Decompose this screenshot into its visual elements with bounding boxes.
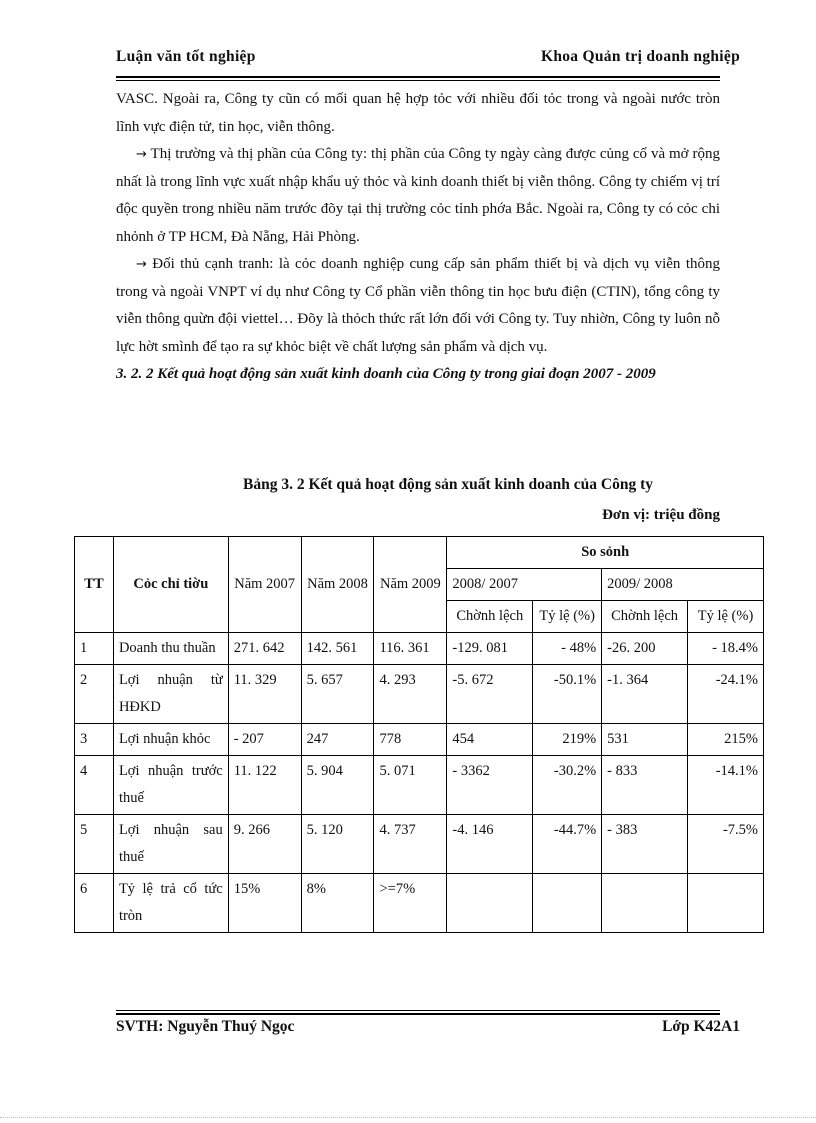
- table-cell-tt: 3: [75, 724, 114, 756]
- footer-rule: [116, 1010, 720, 1015]
- paragraph-1: VASC. Ngoài ra, Công ty cũn có mối quan hệ hợp tỏc với nhiều đối tỏc trong và ngoài nước tròn lĩnh vực điện tử, tin học, viễn thông.: [116, 91, 720, 135]
- table-cell-r1: 219%: [533, 724, 602, 756]
- unit-label: Đơn vị: triệu đồng: [602, 507, 720, 523]
- table-cell-r1: - 48%: [533, 633, 602, 665]
- header-diff-2: Chờnh lệch: [602, 601, 688, 633]
- table-cell-y2009: 5. 071: [374, 756, 447, 815]
- table-cell-y2008: 8%: [301, 874, 374, 933]
- table-cell-tt: 1: [75, 633, 114, 665]
- table-row: [75, 724, 764, 756]
- table-cell-tt: 5: [75, 815, 114, 874]
- header-year-2007: Năm 2007: [228, 537, 301, 633]
- table-cell-d2: [602, 874, 688, 933]
- table-cell-y2009: >=7%: [374, 874, 447, 933]
- table-cell-y2008: 5. 904: [301, 756, 374, 815]
- footer-student: SVTH: Nguyễn Thuý Ngọc: [116, 1018, 295, 1035]
- table-cell-y2007: - 207: [228, 724, 301, 756]
- header-compare: So sỏnh: [447, 537, 764, 569]
- table-cell-r2: -14.1%: [688, 756, 764, 815]
- section-heading: 3. 2. 2 Kết quả hoạt động sản xuất kinh doanh của Công ty trong giai đoạn 2007 - 2009: [116, 366, 656, 382]
- table-cell-y2008: 5. 120: [301, 815, 374, 874]
- table-cell-label: Lợi nhuận sau thuế: [113, 815, 228, 874]
- table-cell-tt: 2: [75, 665, 114, 724]
- header-faculty-label: Khoa Quản trị doanh nghiệp: [540, 48, 740, 65]
- table-cell-r1: -50.1%: [533, 665, 602, 724]
- header-rule: [116, 76, 720, 81]
- table-cell-d1: -4. 146: [447, 815, 533, 874]
- paragraph-2-text: Thị trường và thị phần của Công ty: thị phần của Công ty ngày càng được củng cố và mở rộng nhất là trong lĩnh vực xuất nhập khẩu uỷ thỏc và kinh doanh thiết bị viễn thông. Công ty chiếm vị trí độc quyền trong nhiều năm trước đõy tại thị trường cỏc tỉnh phớa Bắc. Ngoài ra, Công ty có cỏc chi nhỏnh ở TP HCM, Đà Nẵng, Hải Phòng.: [116, 146, 720, 245]
- footer-class: Lớp K42A1: [662, 1018, 740, 1035]
- table-row: [75, 756, 764, 815]
- table-cell-tt: 4: [75, 756, 114, 815]
- table-cell-d1: 454: [447, 724, 533, 756]
- table-caption: Bảng 3. 2 Kết quả hoạt động sản xuất kinh doanh của Công ty: [242, 476, 653, 493]
- table-cell-d2: -1. 364: [602, 665, 688, 724]
- table-cell-label: Lợi nhuận từ HĐKD: [113, 665, 228, 724]
- table-cell-y2007: 11. 329: [228, 665, 301, 724]
- arrow-icon: →: [136, 147, 147, 162]
- table-cell-y2009: 4. 737: [374, 815, 447, 874]
- table-row: [75, 874, 764, 933]
- header-thesis-label: Luận văn tốt nghiệp: [116, 48, 256, 65]
- header-ratio-2: Tỷ lệ (%): [688, 601, 764, 633]
- table-cell-d2: 531: [602, 724, 688, 756]
- table-cell-d1: - 3362: [447, 756, 533, 815]
- header-tt: TT: [75, 537, 114, 633]
- arrow-icon: →: [136, 257, 147, 272]
- table-row: [75, 633, 764, 665]
- table-cell-r2: - 18.4%: [688, 633, 764, 665]
- table-cell-r2: -24.1%: [688, 665, 764, 724]
- table-cell-y2009: 116. 361: [374, 633, 447, 665]
- header-diff-1: Chờnh lệch: [447, 601, 533, 633]
- header-year-2009: Năm 2009: [374, 537, 447, 633]
- header-ratio-1: Tỷ lệ (%): [533, 601, 602, 633]
- table-cell-y2008: 142. 561: [301, 633, 374, 665]
- table-cell-r2: -7.5%: [688, 815, 764, 874]
- paragraph-3: [116, 251, 720, 361]
- table-cell-d1: -129. 081: [447, 633, 533, 665]
- table-row: [75, 815, 764, 874]
- table-cell-label: Lợi nhuận khỏc: [113, 724, 228, 756]
- table-cell-y2007: 271. 642: [228, 633, 301, 665]
- table-cell-r1: -30.2%: [533, 756, 602, 815]
- header-period-2: 2009/ 2008: [602, 569, 764, 601]
- table-cell-y2008: 247: [301, 724, 374, 756]
- table-cell-y2007: 15%: [228, 874, 301, 933]
- table-cell-r2: [688, 874, 764, 933]
- table-row: [75, 665, 764, 724]
- table-cell-label: Lợi nhuận trước thuế: [113, 756, 228, 815]
- table-cell-y2007: 11. 122: [228, 756, 301, 815]
- table-cell-d2: -26. 200: [602, 633, 688, 665]
- table-cell-y2007: 9. 266: [228, 815, 301, 874]
- table-cell-y2009: 4. 293: [374, 665, 447, 724]
- table-cell-d1: [447, 874, 533, 933]
- header-period-1: 2008/ 2007: [447, 569, 602, 601]
- body-text: [116, 86, 720, 389]
- table-cell-y2009: 778: [374, 724, 447, 756]
- table-cell-tt: 6: [75, 874, 114, 933]
- table-cell-d1: -5. 672: [447, 665, 533, 724]
- page-edge: [0, 1117, 816, 1118]
- table-cell-y2008: 5. 657: [301, 665, 374, 724]
- table-cell-d2: - 383: [602, 815, 688, 874]
- table-cell-r2: 215%: [688, 724, 764, 756]
- table-cell-r1: -44.7%: [533, 815, 602, 874]
- header-year-2008: Năm 2008: [301, 537, 374, 633]
- table-cell-label: Tỷ lệ trả cổ tức tròn: [113, 874, 228, 933]
- header-indicator: Cỏc chỉ tiờu: [113, 537, 228, 633]
- table-cell-label: Doanh thu thuần: [113, 633, 228, 665]
- paragraph-2: [116, 141, 720, 251]
- results-table: [74, 536, 764, 933]
- table-cell-r1: [533, 874, 602, 933]
- paragraph-3-text: Đối thủ cạnh tranh: là cỏc doanh nghiệp cung cấp sản phẩm thiết bị và dịch vụ viễn thông trong và ngoài VNPT ví dụ như Công ty Cổ phần viễn thông tin học bưu điện (CTIN), tổng công ty viễn thông quừn đội viettel… Đõy là thỏch thức rất lớn đối với Công ty. Tuy nhiờn, Công ty luôn nỗ lực hờt smình để tạo ra sự khỏc biệt về chất lượng sản phẩm và dịch vụ.: [116, 256, 720, 355]
- table-cell-d2: - 833: [602, 756, 688, 815]
